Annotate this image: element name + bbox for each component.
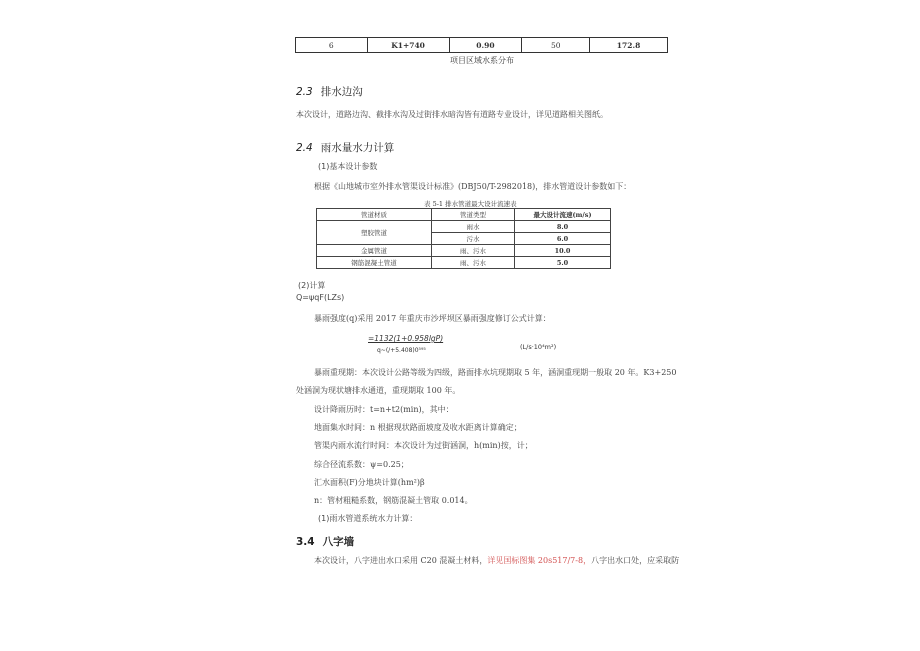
subheading: (1)基本设计参数	[318, 162, 378, 171]
drainage-table	[295, 37, 668, 53]
paragraph: 设计降雨历时：t=n+t2(min)，其中：	[314, 405, 454, 414]
paragraph	[314, 555, 679, 566]
table-row	[317, 257, 611, 269]
section-title: 排水边沟	[320, 86, 363, 98]
paragraph: 本次设计，道路边沟、截排水沟及过街排水暗沟皆有道路专业设计，详见道路相关图纸。	[296, 110, 608, 119]
table-cell: 污水	[432, 233, 515, 245]
section-number: 3.4	[296, 536, 315, 548]
section-number: 2.4	[296, 142, 313, 154]
table-cell: 8.0	[515, 221, 611, 233]
formula-unit: (L/s·10⁴m²)	[520, 343, 557, 351]
table-row	[317, 245, 611, 257]
table-cell: 10.0	[515, 245, 611, 257]
table-cell: 塑胶管道	[317, 221, 432, 245]
table-row	[296, 38, 668, 53]
table-cell: K1+740	[367, 38, 449, 53]
section-title: 雨水量水力计算	[320, 142, 395, 154]
table-cell: 钢筋混凝土管道	[317, 257, 432, 269]
table-caption: 表 5-1 排水管道最大设计流速表	[424, 200, 517, 208]
table-cell: 50	[522, 38, 590, 53]
table-cell: 6	[296, 38, 368, 53]
column-header: 管道类型	[432, 209, 515, 221]
paragraph: 根据《山地城市室外排水管渠设计标准》(DBJ50/T-2982018)，排水管道设计参数如下：	[314, 182, 632, 191]
paragraph: 综合径流系数：ψ=0.25；	[314, 460, 409, 469]
paragraph: 汇水面积(F)分地块计算(hm²)β	[314, 478, 425, 487]
paragraph: 暴雨强度(q)采用 2017 年重庆市沙坪坝区暴雨强度修订公式计算：	[314, 314, 551, 323]
section-heading-3-4	[296, 534, 354, 549]
column-header: 管道材质	[317, 209, 432, 221]
column-header: 最大设计流速(m/s)	[515, 209, 611, 221]
section-heading-2-4	[296, 140, 394, 155]
subheading: (1)雨水管道系统水力计算：	[318, 514, 418, 523]
section-number: 2.3	[296, 86, 313, 98]
table-cell: 雨、污水	[432, 245, 515, 257]
section-heading-2-3	[296, 84, 363, 99]
paragraph: 地面集水时间：n 根据现状路面坡度及收水距离计算确定；	[314, 423, 522, 432]
calc-label: (2)计算	[298, 281, 326, 290]
table-cell: 雨、污水	[432, 257, 515, 269]
paragraph: 暴雨重现期：本次设计公路等级为四级，路面排水坑现期取 5 年，涵洞重现期一般取 20 年。K3+250	[314, 368, 677, 377]
highlighted-reference: 详见国标图集 20s517/7-8，	[487, 556, 592, 565]
section-title: 八字墙	[322, 536, 355, 548]
table-caption: 项目区域水系分布	[450, 56, 514, 65]
flow-speed-table	[316, 208, 611, 269]
table-row	[317, 221, 611, 233]
formula-numerator: =1132(1+0.958lgP)	[368, 334, 444, 343]
formula-q: Q=ψqF(LZs)	[296, 293, 345, 302]
paragraph-text: 八字出水口处，应采取防	[591, 556, 680, 565]
table-cell: 0.90	[449, 38, 522, 53]
paragraph-text: 本次设计，八字进出水口采用 C20 混凝土材料，	[314, 556, 488, 565]
table-cell: 5.0	[515, 257, 611, 269]
table-cell: 6.0	[515, 233, 611, 245]
table-cell: 雨水	[432, 221, 515, 233]
paragraph: 管渠内雨水流行时间：本次设计为过街涵洞，h(min)按，计；	[314, 441, 533, 450]
formula-denominator: q~(/+5.408)0⁵⁹⁵	[377, 347, 426, 354]
table-header-row	[317, 209, 611, 221]
paragraph: n：管材粗糙系数，钢筋混凝土管取 0.014。	[314, 496, 473, 505]
table-cell: 金属管道	[317, 245, 432, 257]
table-cell: 172.8	[590, 38, 668, 53]
paragraph: 处涵洞为现状塘排水通道，重现期取 100 年。	[296, 386, 461, 395]
